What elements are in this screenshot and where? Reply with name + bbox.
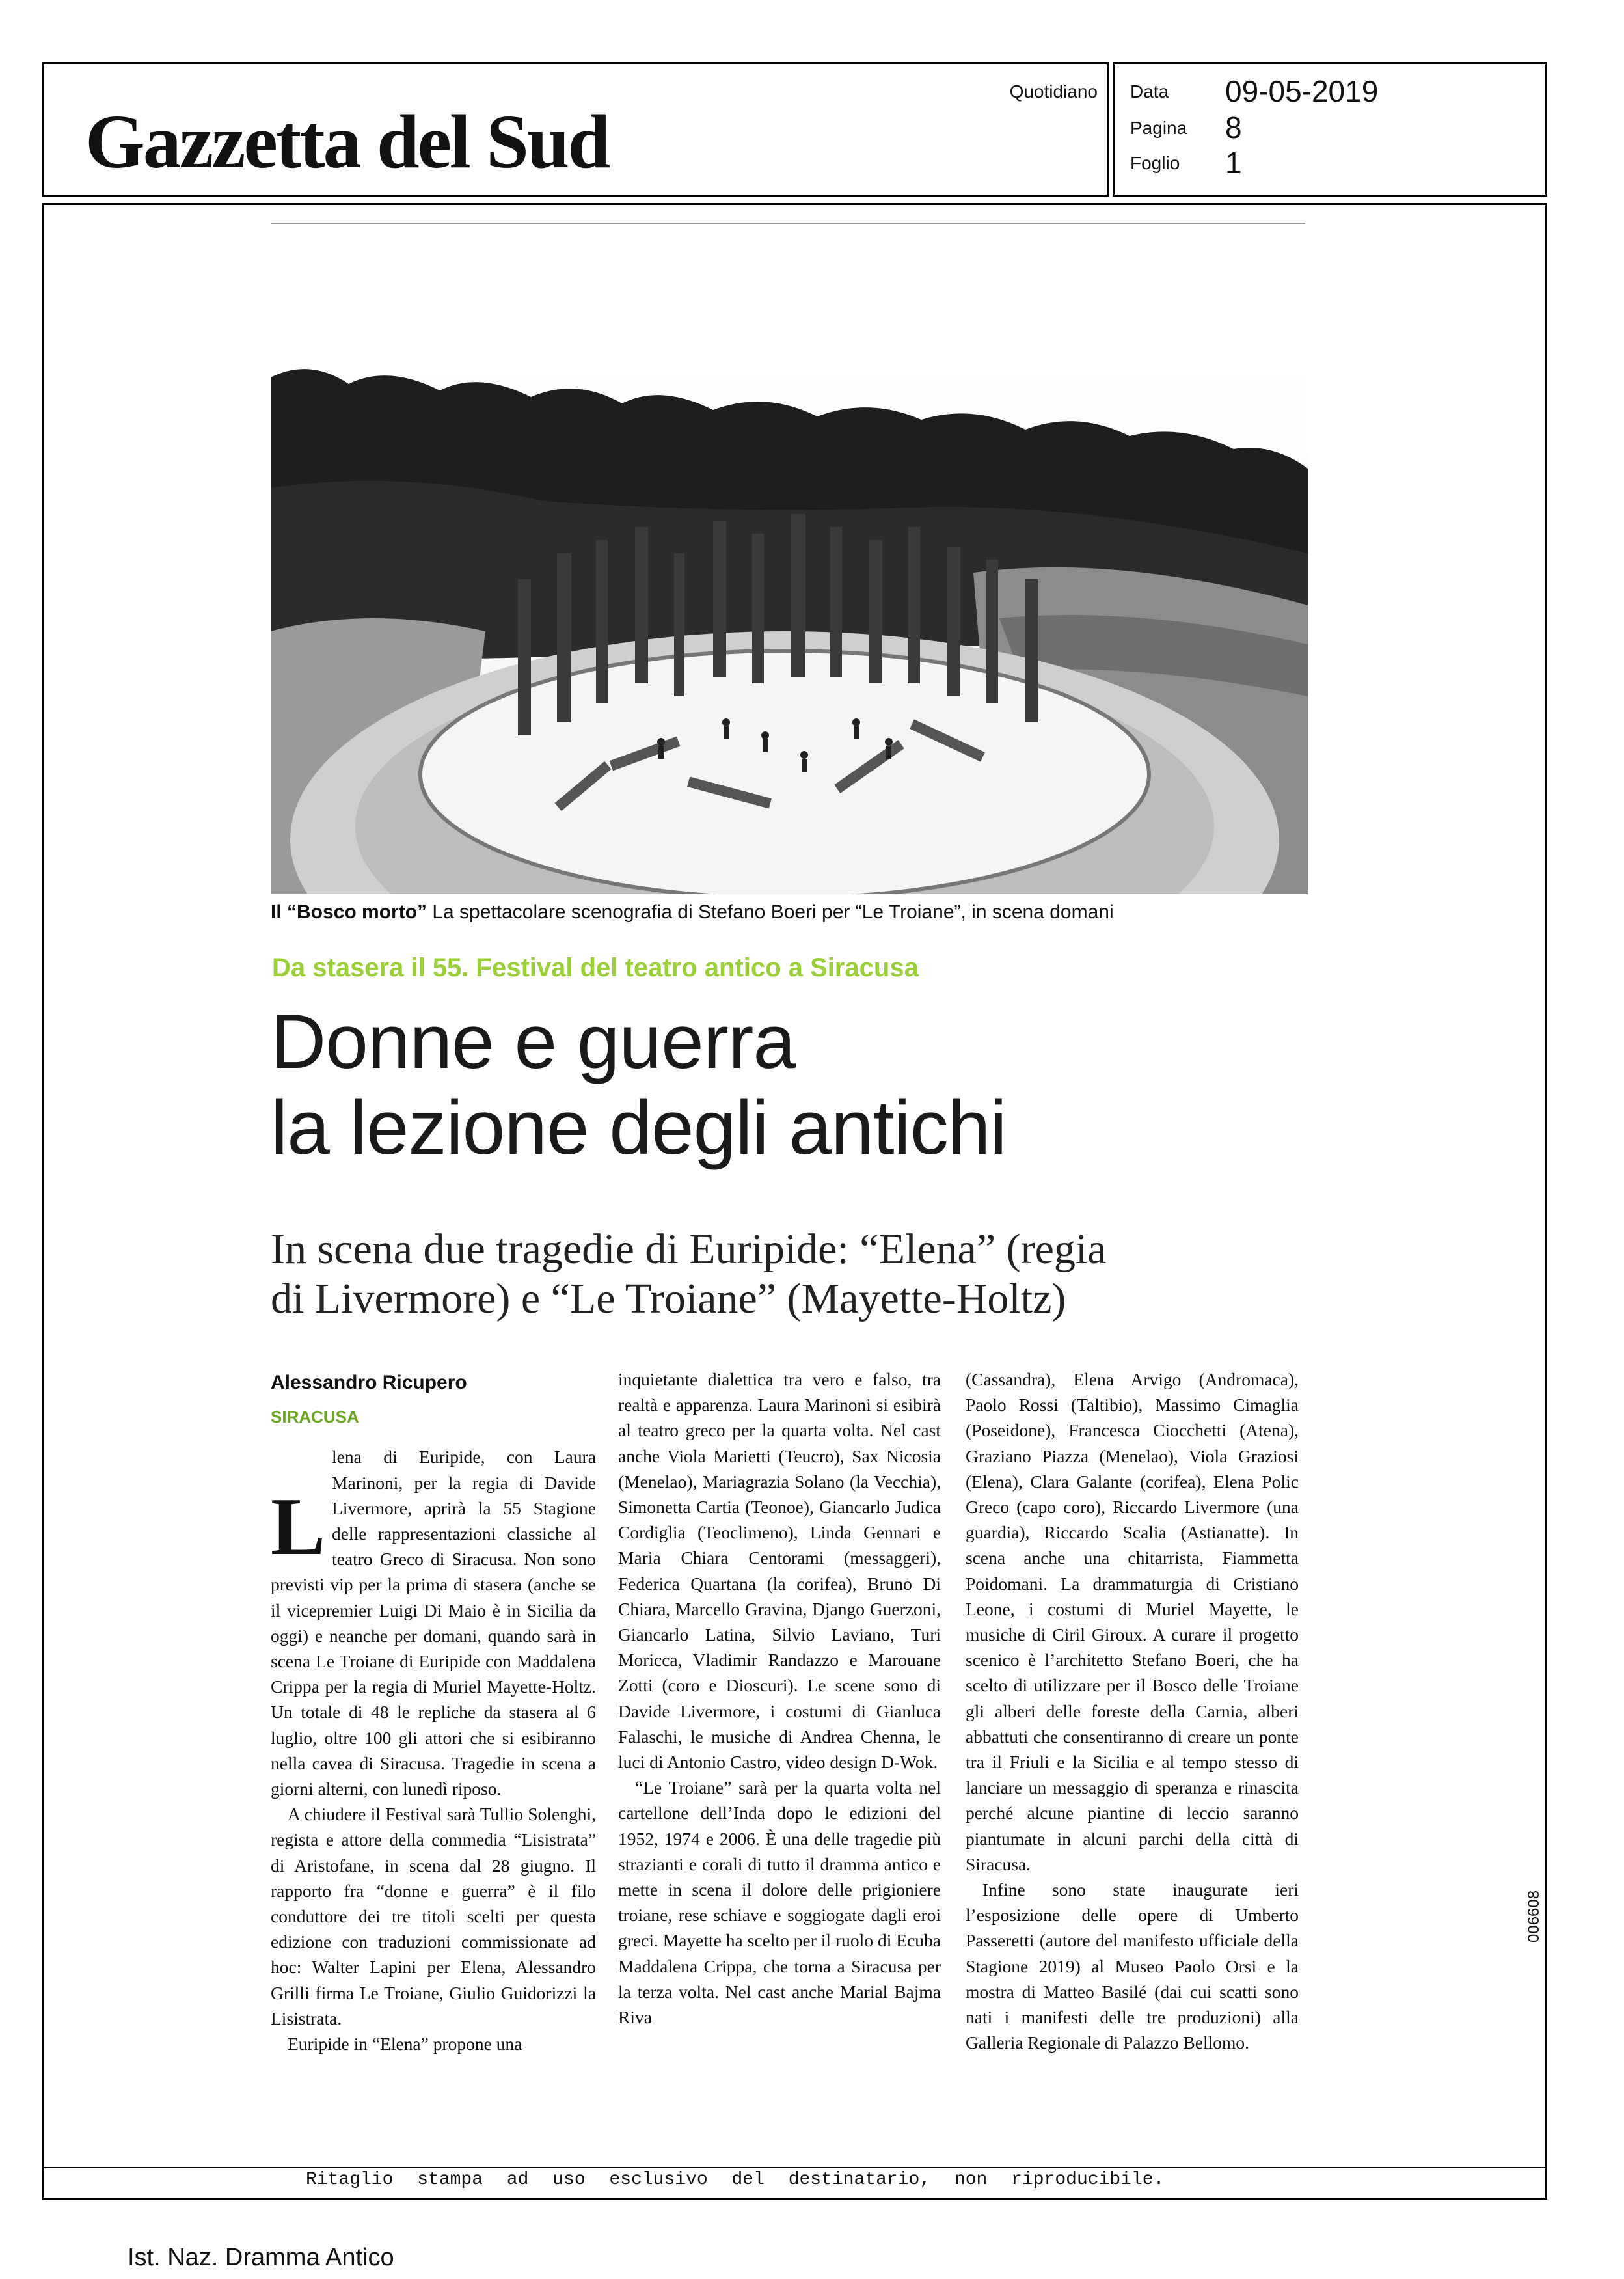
paragraph-3: Euripide in “Elena” propone una (288, 2034, 522, 2054)
headline-line-2: la lezione degli antichi (271, 1085, 1007, 1171)
paragraph-2: A chiudere il Festival sarà Tullio Solenghi, regista e attore della commedia “Lisistrata” di Aristofane, in scena dal 28 giugno. Il rapporto fra “donne e guerra” è il filo conduttore dei tre titoli scelti per questa edizione con traduzioni commissionate ad hoc: Walter Lapini per Elena, Alessandro Grilli firma Le Troiane, Giulio Guidorizzi la Lisistrata. (271, 1804, 596, 2028)
paragraph-4-continued: (Cassandra), Elena Arvigo (Andromaca), Paolo Rossi (Taltibio), Massimo Cimaglia (Poseidone), Francesca Ciocchetti (Atena), Graziano Piazza (Menelao), Viola Graziosi (Elena), Clara Galante (corifea), Elena Polic Greco (capo coro), Riccardo Livermore (una guardia), Riccardo Scalia (Astianatte). In scena anche una chitarrista, Fiammetta Poidomani. La drammaturgia di Cristiano Leone, i costumi di Muriel Mayette, le musiche di Ciril Giroux. A curare il progetto scenico è l’architetto Stefano Boeri, che ha scelto di utilizzare per il Bosco delle Troiane gli alberi delle foreste della Carnia, alberi abbattuti che consentiranno di creare un ponte tra il Friuli e la Sicilia e al tempo stesso di lanciare un messaggio di speranza e rinascita perché alcune piantine di leccio saranno piantumate in alcuni parchi della città di Siracusa. (966, 1369, 1299, 1874)
paragraph-1 (271, 1444, 596, 1801)
page-value: 8 (1225, 111, 1242, 144)
paragraph-5: Infine sono state inaugurate ieri l’esposizione delle opere di Umberto Passeretti (autore del manifesto ufficiale della Stagione 2019) al Museo Paolo Orsi e la mostra di Matteo Basilé (dai cui scatti sono nati i manifesti delle tre produzioni) alla Galleria Regionale di Palazzo Bellomo. (966, 1879, 1299, 2053)
byline: Alessandro Ricupero (271, 1372, 467, 1393)
drop-cap: L (271, 1482, 326, 1573)
article-kicker: Da stasera il 55. Festival del teatro antico a Siracusa (272, 953, 919, 982)
paragraph-3-continued: inquietante dialettica tra vero e falso, tra realtà e apparenza. Laura Marinoni si esibirà al teatro greco per la quarta volta. Nel cast anche Viola Marietti (Teucro), Sax Nicosia (Menelao), Mariagrazia Solano (la Vecchia), Simonetta Cartia (Teonoe), Giancarlo Judica Cordiglia (Teoclimeno), Linda Gennari e Maria Chiara Centorami (messaggeri), Federica Quartana (la corifea), Bruno Di Chiara, Marcello Gravina, Django Guerzoni, Giancarlo Latina, Silvio Laviano, Turi Moricca, Vladimir Randazzo e Marouane Zotti (coro e Dioscuri). Le scene sono di Davide Livermore, i costumi di Gianluca Falaschi, le musiche di Andrea Chenna, le luci di Antonio Castro, video design D-Wok. (618, 1369, 941, 1773)
article-column-2 (618, 1367, 941, 2030)
organization-label: Ist. Naz. Dramma Antico (128, 2244, 394, 2271)
side-code: 006608 (1525, 1890, 1543, 1943)
article-column-3 (966, 1367, 1299, 2055)
date-label: Data (1130, 81, 1169, 102)
clipping-notice: Ritaglio stampa ad uso esclusivo del destinatario, non riproducibile. (306, 2170, 1165, 2190)
page-label: Pagina (1130, 118, 1187, 138)
headline-line-1: Donne e guerra (271, 999, 796, 1085)
sheet-label: Foglio (1130, 153, 1180, 173)
metadata-box (1113, 62, 1547, 197)
publication-type: Quotidiano (1009, 81, 1098, 102)
caption-text: La spettacolare scenografia di Stefano Boeri per “Le Troiane”, in scena domani (427, 901, 1114, 923)
paragraph-4: “Le Troiane” sarà per la quarta volta nel cartellone dell’Inda dopo le edizioni del 1952, 1974 e 2006. È una delle tragedie più strazianti e corali di tutto il dramma antico e mette in scena il dolore delle prigioniere troiane, rese schiave e soggiogate dagli eroi greci. Mayette ha scelto per il ruolo di Ecuba Maddalena Crippa, che torna a Siracusa per la terza volta. Nel cast anche Marial Bajma Riva (618, 1777, 941, 2028)
dateline: SIRACUSA (271, 1407, 359, 1427)
paragraph-1-text: lena di Euripide, con Laura Marinoni, per la regia di Davide Livermore, aprirà la 55 Stagione delle rappresentazioni classiche al teatro Greco di Siracusa. Non sono previsti vip per la prima di stasera (anche se il vicepremier Luigi Di Maio è in Sicilia da oggi) e neanche per domani, quando sarà in scena Le Troiane di Euripide con Maddalena Crippa per la regia di Muriel Mayette-Holtz. Un totale di 48 le repliche da stasera al 6 luglio, oltre 100 gli attori che si esibiranno nella cavea di Siracusa. Tragedie in scena a giorni alterni, con lunedì riposo. (271, 1447, 596, 1799)
masthead-box (42, 62, 1109, 197)
photo-caption (271, 901, 1114, 923)
caption-title: Il “Bosco morto” (271, 901, 427, 923)
footer-divider (42, 2167, 1547, 2168)
theatre-scene-illustration (271, 358, 1308, 894)
subhead-line-1: In scena due tragedie di Euripide: “Elena” (regia (271, 1225, 1107, 1273)
article-column-1 (271, 1370, 596, 2056)
newspaper-masthead: Gazzetta del Sud (85, 99, 609, 184)
date-value: 09-05-2019 (1225, 74, 1379, 108)
sheet-value: 1 (1225, 146, 1242, 180)
article-photo (271, 358, 1308, 894)
top-divider (271, 223, 1305, 224)
article-subheadline (271, 1225, 1107, 1324)
subhead-line-2: di Livermore) e “Le Troiane” (Mayette-Holtz) (271, 1275, 1066, 1322)
article-headline (271, 999, 1007, 1171)
